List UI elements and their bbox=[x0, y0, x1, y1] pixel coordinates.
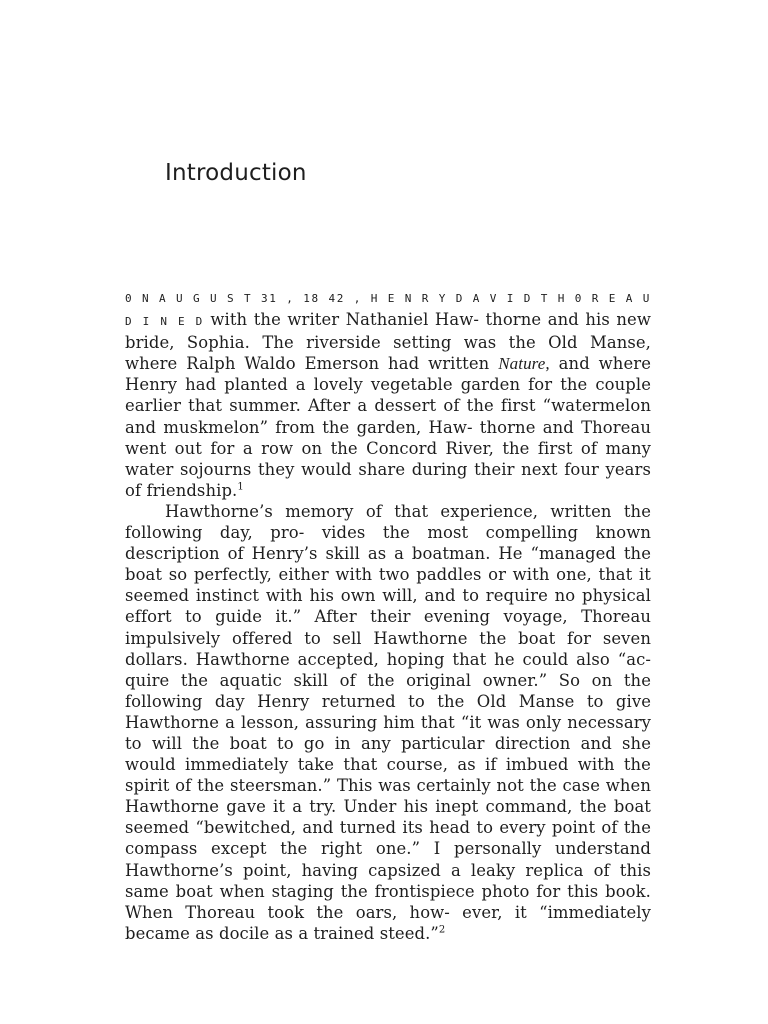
paragraph-1 bbox=[125, 286, 651, 501]
opening-small-caps: 0 N A U G U S T 31 , 18 42 , H E N R Y D A V I D T H 0 R E A U D I N E D bbox=[125, 292, 651, 329]
italic-book-title: Nature, bbox=[498, 354, 550, 374]
chapter-body bbox=[125, 286, 651, 944]
chapter-title: Introduction bbox=[165, 160, 307, 186]
footnote-marker-1[interactable]: 1 bbox=[237, 481, 244, 493]
paragraph-2-text: Hawthorne’s memory of that experience, written the following day, pro- vides the most compelling known description of Henry’s skill as a boatman. He “managed the boat so perfectly, either with two paddles or with one, that it seemed instinct with his own will, and to require no physical effort to guide it.” After their evening voyage, Thoreau impulsively offered to sell Hawthorne the boat for seven dollars. Hawthorne accepted, hoping that he could also “ac- quire the aquatic skill of the original owner.” So on the following day Henry returned to the Old Manse to give Hawthorne a lesson, assuring him that “it was only necessary to will the boat to go in any particular direction and she would immediately take that course, as if imbued with the spirit of the steersman.” This was certainly not the case when Hawthorne gave it a try. Under his inept command, the boat seemed “bewitched, and turned its head to every point of the compass except the right one.” I personally understand Hawthorne’s point, having capsized a leaky replica of this same boat when staging the frontispiece photo for this book. When Thoreau took the oars, how- ever, it “immediately became as docile as a trained steed.” bbox=[125, 501, 651, 943]
paragraph-1-text-b: and where Henry had planted a lovely vegetable garden for the couple earlier that summer. After a dessert of the first “watermelon and muskmelon” from the garden, Haw- thorne and Thoreau went out for a row on the Concord River, the first of many water sojourns they would share during their next four years of friendship. bbox=[125, 354, 651, 500]
paragraph-1-text-a: with the writer Nathaniel Haw- thorne and his new bride, Sophia. The riverside setting was the Old Manse, where Ralph Waldo Emerson had written bbox=[125, 310, 651, 374]
paragraph-2 bbox=[125, 501, 651, 944]
footnote-marker-2[interactable]: 2 bbox=[438, 924, 446, 936]
